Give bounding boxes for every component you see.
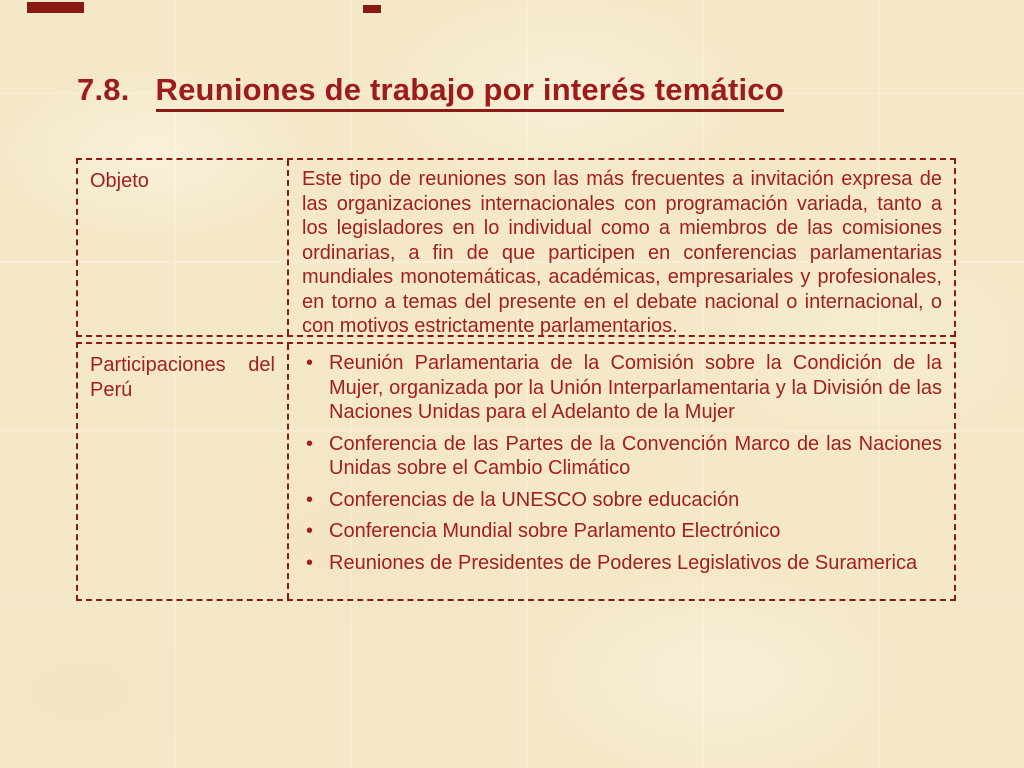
slide-title xyxy=(77,72,784,108)
table-row-participaciones xyxy=(76,342,956,601)
top-edge-artifact-mark xyxy=(363,5,381,13)
row-content-cell xyxy=(289,344,954,599)
row-content-cell xyxy=(289,160,954,335)
slide-title-number: 7.8. xyxy=(77,72,130,107)
bullet-item: • Conferencias de la UNESCO sobre educación xyxy=(302,488,942,513)
table-row-objeto xyxy=(76,158,956,337)
bullet-item: • Conferencia de las Partes de la Convención Marco de las Naciones Unidas sobre el Cambio Climático xyxy=(302,432,942,481)
bullet-item: • Conferencia Mundial sobre Parlamento Electrónico xyxy=(302,519,942,544)
bullet-item: • Reunión Parlamentaria de la Comisión sobre la Condición de la Mujer, organizada por la Unión Interparlamentaria y la División de las Naciones Unidas para el Adelanto de la Mujer xyxy=(302,351,942,425)
participaciones-bullet-list xyxy=(302,351,942,575)
slide-title-text: Reuniones de trabajo por interés temático xyxy=(156,72,784,112)
row-label-cell: Participaciones del Perú xyxy=(78,344,289,599)
topic-table xyxy=(76,158,956,601)
top-edge-artifact-mark xyxy=(27,2,84,13)
objeto-paragraph: Este tipo de reuniones son las más frecuentes a invitación expresa de las organizaciones internacionales con programación variada, tanto a los legisladores en lo individual como a miembros de las comisiones ordinarias, a fin de que participen en conferencias parlamentarias mundiales monotemáticas, académicas, empresariales y profesionales, en torno a temas del presente en el debate nacional o internacional, o con motivos estrictamente parlamentarios. xyxy=(302,168,942,337)
row-label-cell: Objeto xyxy=(78,160,289,335)
bullet-item: • Reuniones de Presidentes de Poderes Legislativos de Suramerica xyxy=(302,551,942,576)
